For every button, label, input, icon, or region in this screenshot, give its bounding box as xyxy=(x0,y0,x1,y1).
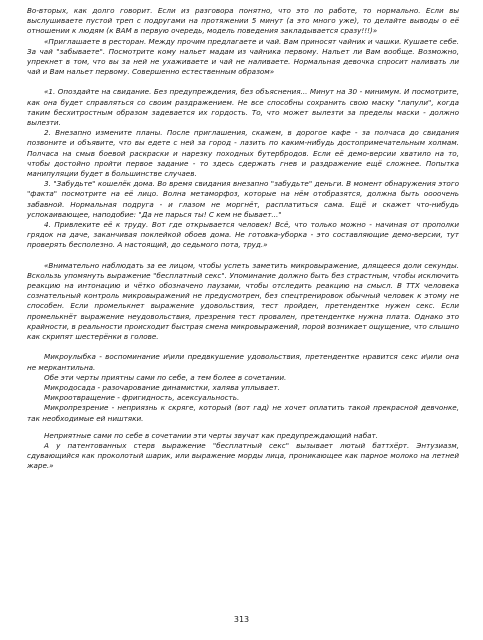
paragraph-block-4 xyxy=(27,352,459,423)
paragraph: 3. "Забудьте" кошелёк дома. Во время свидания внезапно "забудьте" деньги. В момент обнаружения этого "факта" посмотрите на её лицо. Волна метаморфоз, которые на нём отобразятся, должна быть оооочень забавной. Нормальная подруга - и глазом не моргнёт, расплатиться сама. Ещё и скажет что-нибудь успокаивающее, наподобие: "Да не парься ты! С кем не бывает..." xyxy=(27,179,459,219)
paragraph: 4. Привлеките её к труду. Вот где открывается человек! Всё, что только можно - начиная от прополки грядок на даче, заканчивая поклейкой обоев дома. Не готовка-уборка - это составляющие демо-версии, тут проверять бесполезно. А настоящий, до седьмого пота, труд.» xyxy=(27,220,459,250)
paragraph: «Внимательно наблюдать за ее лицом, чтобы успеть заметить микровыражение, длящееся доли секунды. Вскользь упомянуть выражение "бесплатный секс". Упоминание должно быть без страстным, чтобы исключить реакцию на интонацию и чётко обозначено паузами, чтобы отследить реакцию на смысл. В ТТХ человека сознательный контроль микровыражений не предусмотрен, без спецтренировок обычный человек к этому не способен. Если промелькнет выражение удовольствия, тест пройден, претендентке нужен секс. Если промелькнёт выражение неудовольствия, презрения тест провален, претендентке нужна плата. Однако это крайности, в реальности происходит быстрая смена микровыражений, порой возникает ощущение, что слышно как скрипят шестерёнки в голове. xyxy=(27,260,459,342)
paragraph-block-2 xyxy=(27,87,459,250)
paragraph: Неприятные сами по себе в сочетании эти черты звучат как предупреждающий набат. xyxy=(44,430,379,440)
paragraph-block-5 xyxy=(27,431,459,472)
paragraph-block-1 xyxy=(27,6,459,77)
paragraph: Обе эти черты приятны сами по себе, а тем более в сочетании. xyxy=(44,372,287,382)
paragraph: Микродосада - разочарование динамистки, халява уплывает. xyxy=(44,382,280,392)
paragraph: Микроулыбка - воспоминание и\или предвкушение удовольствия, претендентке нравится секс и\или она не меркантильна. xyxy=(27,352,459,372)
paragraph: «Приглашаете в ресторан. Между прочим предлагаете и чай. Вам приносят чайник и чашки. Кушаете себе. За чай "забываете". Посмотрите кому нальет мадам из чайника первому. Нальет ли Вам вообще. Возможно, упрекнет в том, что вы за ней не ухаживаете и чай не наливаете. Нормальная девочка спросит наливать ли чай и Вам нальет первому. Совершенно естественным образом» xyxy=(27,36,459,77)
paragraph-block-3 xyxy=(27,261,459,343)
paragraph: Во-вторых, как долго говорит. Если из разговора понятно, что это по работе, то нормально. Если вы выслушиваете пустой треп с подругами на протяжении 5 минут (а это много уже), то делайте выводы о её отношении к людям (к ВАМ в первую очередь, модель поведения закладывается сразу!!!)» xyxy=(27,6,459,36)
paragraph: «1. Опоздайте на свидание. Без предупреждения, без объяснения... Минут на 30 - минимум. И посмотрите, как она будет справляться со своим раздражением. Не все способны сохранить свою маску "лапули", когда таким бесхитростным образом задевается их гордость. То, что может вылезти за пределы маски - должно вылезти. xyxy=(27,87,459,128)
paragraph: 2. Внезапно измените планы. После приглашения, скажем, в дорогое кафе - за полчаса до свидания позвоните и объявите, что вы едете с ней за город - лазить по каким-нибудь достопримечательным холмам. Полчаса на смыв боевой раскраски и нарезку походных бутербродов. Если её демо-версии хватило на то, чтобы достойно пройти первое задание - то здесь сдержать гнев и раздражение ещё сложнее. Попытка манипуляции будет в большинстве случаев. xyxy=(27,128,459,179)
paragraph: Микропрезрение - неприязнь к скряге, который (вот гад) не хочет оплатить такой прекрасной девчонке, так необходимые ей ништяки. xyxy=(27,403,459,423)
paragraph: Микроотвращение - фригидность, асексуальность. xyxy=(44,393,240,403)
page-number: 313 xyxy=(233,615,250,624)
paragraph: А у патентованных стерв выражение "бесплатный секс" вызывает лютый баттхёрт. Энтузиазм, сдувающийся как проколотый шарик, или выражение морды лица, проникающее как парное молоко на летней жаре.» xyxy=(27,440,459,471)
